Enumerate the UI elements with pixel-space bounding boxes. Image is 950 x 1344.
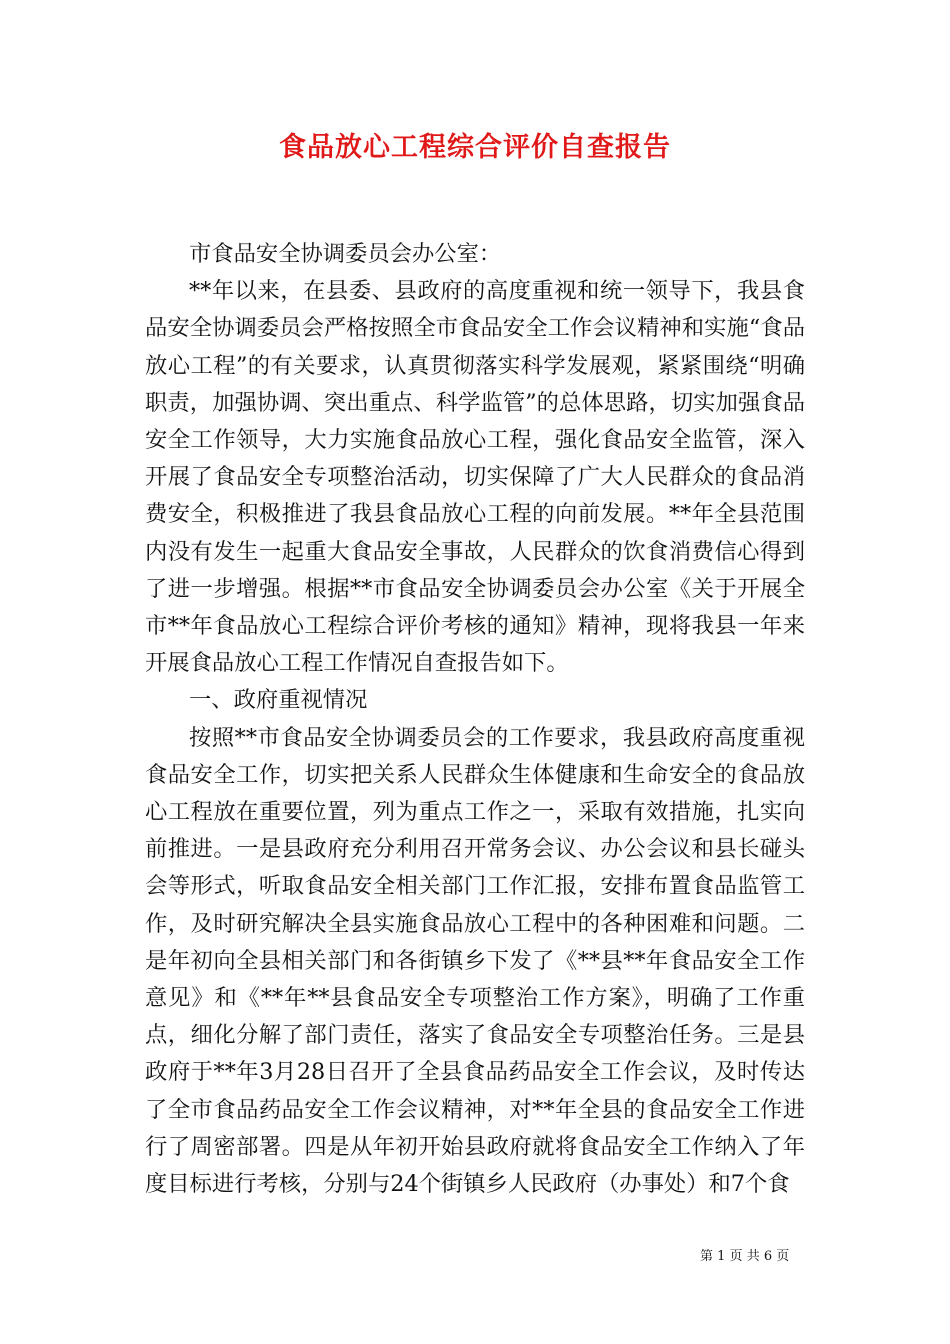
current-page: 1 <box>717 1249 726 1264</box>
page-label-suffix: 页 <box>776 1249 790 1264</box>
page-number-footer <box>700 1248 820 1266</box>
salutation: 市食品安全协调委员会办公室： <box>189 241 502 267</box>
total-pages: 6 <box>763 1249 773 1264</box>
page-label-prefix: 第 <box>700 1249 714 1264</box>
document-title: 食品放心工程综合评价自查报告 <box>279 132 671 163</box>
page-label-middle: 页 共 <box>729 1249 760 1264</box>
document-body <box>145 236 805 1203</box>
section-paragraph: 按照**市食品安全协调委员会的工作要求，我县政府高度重视食品安全工作，切实把关系人民群众生体健康和生命安全的食品放心工程放在重要位置，列为重点工作之一，采取有效措施，扎实向前推进。一是县政府充分利用召开常务会议、办公会议和县长碰头会等形式，听取食品安全相关部门工作汇报，安排布置食品监管工作，及时研究解决全县实施食品放心工程中的各种困难和问题。二是年初向全县相关部门和各街镇乡下发了《**县**年食品安全工作意见》和《**年**县食品安全专项整治工作方案》，明确了工作重点，细化分解了部门责任，落实了食品安全专项整治任务。三是县政府于**年3月28日召开了全县食品药品安全工作会议，及时传达了全市食品药品安全工作会议精神，对**年全县的食品安全工作进行了周密部署。四是从年初开始县政府就将食品安全工作纳入了年度目标进行考核，分别与24个街镇乡人民政府（办事处）和7个食 <box>145 724 805 1198</box>
section-heading: 一、政府重视情况 <box>189 687 368 714</box>
intro-paragraph: **年以来，在县委、县政府的高度重视和统一领导下，我县食品安全协调委员会严格按照全市食品安全工作会议精神和实施“食品放心工程”的有关要求，认真贯彻落实科学发展观，紧紧围绕“明确职责，加强协调、突出重点、科学监管”的总体思路，切实加强食品安全工作领导，大力实施食品放心工程，强化食品安全监管，深入开展了食品安全专项整治活动，切实保障了广大人民群众的食品消费安全，积极推进了我县食品放心工程的向前发展。**年全县范围内没有发生一起重大食品安全事故，人民群众的饮食消费信心得到了进一步增强。根据**市食品安全协调委员会办公室《关于开展全市**年食品放心工程综合评价考核的通知》精神，现将我县一年来开展食品放心工程工作情况自查报告如下。 <box>145 278 805 677</box>
